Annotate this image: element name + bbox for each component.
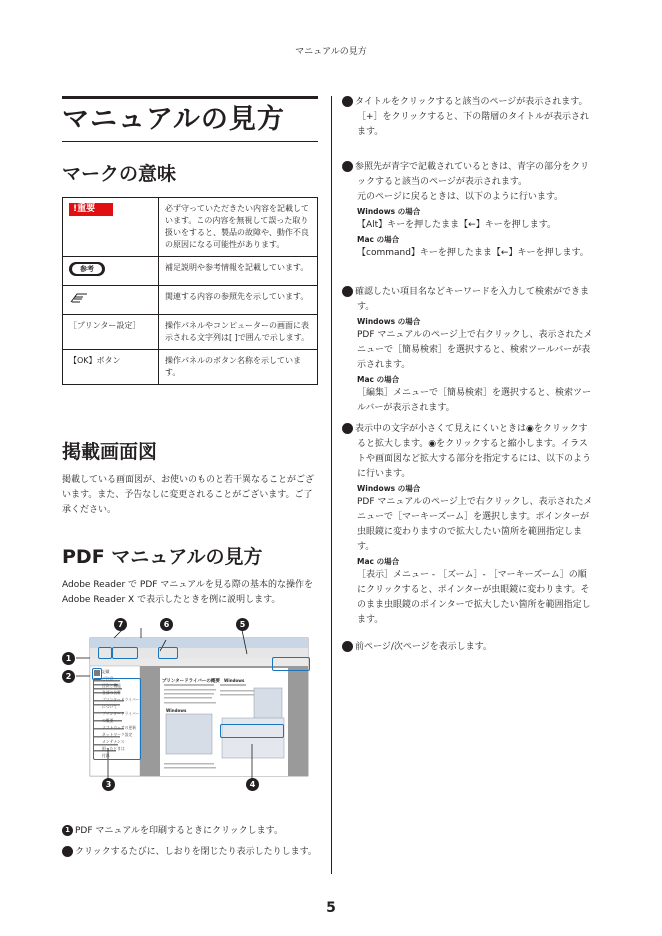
screens-text: 掲載している画面図が、お使いのものと若干異なることがございます。また、予告なしに変更されることがございます。ご了承ください。: [62, 475, 315, 515]
item-subhead: Windows の場合: [357, 207, 421, 216]
zoom-buttons-highlight[interactable]: [158, 647, 178, 659]
page-title: マニュアルの見方: [62, 96, 318, 142]
item-subhead: Mac の場合: [357, 375, 400, 384]
pdf-item-1: [62, 824, 318, 839]
callout-4: 4: [246, 778, 259, 791]
item-number: 4: [342, 161, 353, 172]
item-title: 表示中の文字が小さくて見えにくいときは◉をクリックすると拡大します。◉をクリックすると縮小します。イラストや画面図など拡大する部分を指定するには、以下のように行います。: [355, 424, 592, 479]
item-line: ［編集］メニューで［簡易検索］を選択すると、検索ツールバーが表示されます。: [357, 388, 592, 413]
marks-heading: マークの意味: [62, 163, 177, 185]
column-divider: [331, 96, 332, 874]
item-title: タイトルをクリックすると該当のページが表示されます。: [355, 97, 588, 107]
print-button-highlight[interactable]: [98, 647, 112, 659]
marks-table: [62, 197, 318, 385]
right-item-5: [337, 285, 594, 416]
marks-row: [63, 350, 318, 385]
mark-cell: [63, 286, 159, 315]
reference-mark: 参考: [69, 262, 105, 276]
bookmark-item[interactable]: ご注意: [102, 676, 114, 681]
pdf-intro-text: Adobe Reader で PDF マニュアルを見る際の基本的な操作を Adobe Reader X で表示したときを例に説明します。: [62, 580, 313, 605]
bookmark-panel-highlight[interactable]: [93, 678, 141, 760]
item-number: 2: [62, 846, 73, 857]
callout-6: 6: [160, 618, 173, 631]
callout-7: 7: [114, 618, 127, 631]
item-subhead: Mac の場合: [357, 557, 400, 566]
bookmark-item[interactable]: メンテナンス: [102, 739, 125, 744]
right-item-7: [337, 640, 594, 655]
item-subhead: Windows の場合: [357, 317, 421, 326]
item-line: 【command】キーを押したまま【←】キーを押します。: [357, 248, 589, 258]
item-number: 6: [342, 423, 353, 434]
screens-heading: 掲載画面図: [62, 441, 158, 463]
bookmark-item[interactable]: 記載: [102, 669, 110, 674]
item-number: 1: [62, 825, 73, 836]
item-subhead: Mac の場合: [357, 235, 400, 244]
right-item-6: [337, 422, 594, 628]
bookmark-item[interactable]: 各部の名称: [102, 690, 121, 695]
search-toolbar-highlight[interactable]: [272, 657, 310, 671]
mark-cell: [63, 198, 159, 257]
callout-2: 2: [62, 670, 75, 683]
callout-1: 1: [62, 652, 75, 665]
page-nav-highlight[interactable]: [112, 647, 138, 659]
item-line: 元のページに戻るときは、以下のように行います。: [357, 192, 564, 202]
item-line: 【Alt】キーを押したまま【←】キーを押します。: [357, 220, 557, 230]
item-line: ［+］をクリックすると、下の階層のタイトルが表示されます。: [357, 112, 590, 137]
running-head: マニュアルの見方: [295, 47, 367, 57]
item-number: 5: [342, 286, 353, 297]
reader-screenshot: [62, 618, 318, 790]
right-item-3: [337, 95, 594, 140]
item-number: 7: [342, 641, 353, 652]
mark-description: 操作パネルやコンピューターの画面に表示される文字列は[ ]で囲んで示します。: [159, 315, 318, 350]
important-mark: !重要: [69, 203, 113, 216]
mark-description: 操作パネルのボタン名称を示しています。: [159, 350, 318, 385]
doc-heading: プリンタードライバーの概要: [162, 679, 220, 684]
doc-sub-windows: Windows: [224, 678, 245, 683]
marks-row: [63, 198, 318, 257]
mark-description: 必ず守っていただきたい内容を記載しています。この内容を無視して誤った取り扱いをすると、製品の故障や、動作不良の原因になる可能性があります。: [159, 198, 318, 257]
pdf-heading: PDF マニュアルの見方: [62, 546, 263, 568]
bookmark-item[interactable]: ネットワーク設定: [102, 732, 133, 737]
mark-description: 関連する内容の参照先を示しています。: [159, 286, 318, 315]
link-text-highlight[interactable]: [220, 724, 284, 738]
item-text: クリックするたびに、しおりを閉じたり表示したりします。: [75, 847, 317, 857]
bookmark-item[interactable]: 目次と機能: [102, 683, 121, 688]
doc-sub-windows-left: Windows: [166, 708, 187, 713]
pdf-item-2: [57, 845, 318, 860]
bookmark-item[interactable]: プリンタードライバーの概要: [102, 711, 140, 723]
marks-row: [63, 286, 318, 315]
bookmark-item[interactable]: ソフトウェアの更新: [102, 725, 137, 730]
item-line: PDF マニュアルのページ上で右クリックし、表示されたメニューで［簡易検索］を選択すると、検索ツールバーが表示されます。: [357, 330, 593, 370]
bookmark-item[interactable]: 困ったときは: [102, 746, 125, 751]
right-item-4: [337, 160, 594, 261]
marks-row: [63, 257, 318, 286]
marks-row: [63, 315, 318, 350]
item-subhead: Windows の場合: [357, 484, 421, 493]
mark-label: 【OK】ボタン: [63, 350, 159, 385]
item-title: 確認したい項目名などキーワードを入力して検索ができます。: [355, 287, 590, 312]
mark-description: 補足説明や参考情報を記載しています。: [159, 257, 318, 286]
page-number: 5: [326, 900, 336, 916]
bookmark-item[interactable]: プリンタードライバーについて: [102, 697, 140, 709]
pointing-hand-icon: [69, 291, 89, 305]
item-title: 参照先が青字で記載されているときは、青字の部分をクリックすると該当のページが表示されます。: [355, 162, 590, 187]
item-line: PDF マニュアルのページ上で右クリックし、表示されたメニューで［マーキーズーム］を選択します。ポインターが虫眼鏡に変わりますので拡大したい箇所を範囲指定します。: [357, 497, 593, 552]
item-number: 3: [342, 96, 353, 107]
item-line: ［表示］メニュー - ［ズーム］- ［マーキーズーム］の順にクリックすると、ポインターが虫眼鏡に変わります。そのまま虫眼鏡のポインターで拡大したい箇所を範囲指定します。: [357, 570, 591, 625]
item-text: PDF マニュアルを印刷するときにクリックします。: [75, 826, 283, 836]
item-title: 前ページ/次ページを表示します。: [355, 642, 492, 652]
mark-label: ［プリンター設定］: [63, 315, 159, 350]
bookmark-item[interactable]: 付録: [102, 753, 110, 758]
callout-5: 5: [236, 618, 249, 631]
callout-3: 3: [102, 778, 115, 791]
mark-cell: [63, 257, 159, 286]
